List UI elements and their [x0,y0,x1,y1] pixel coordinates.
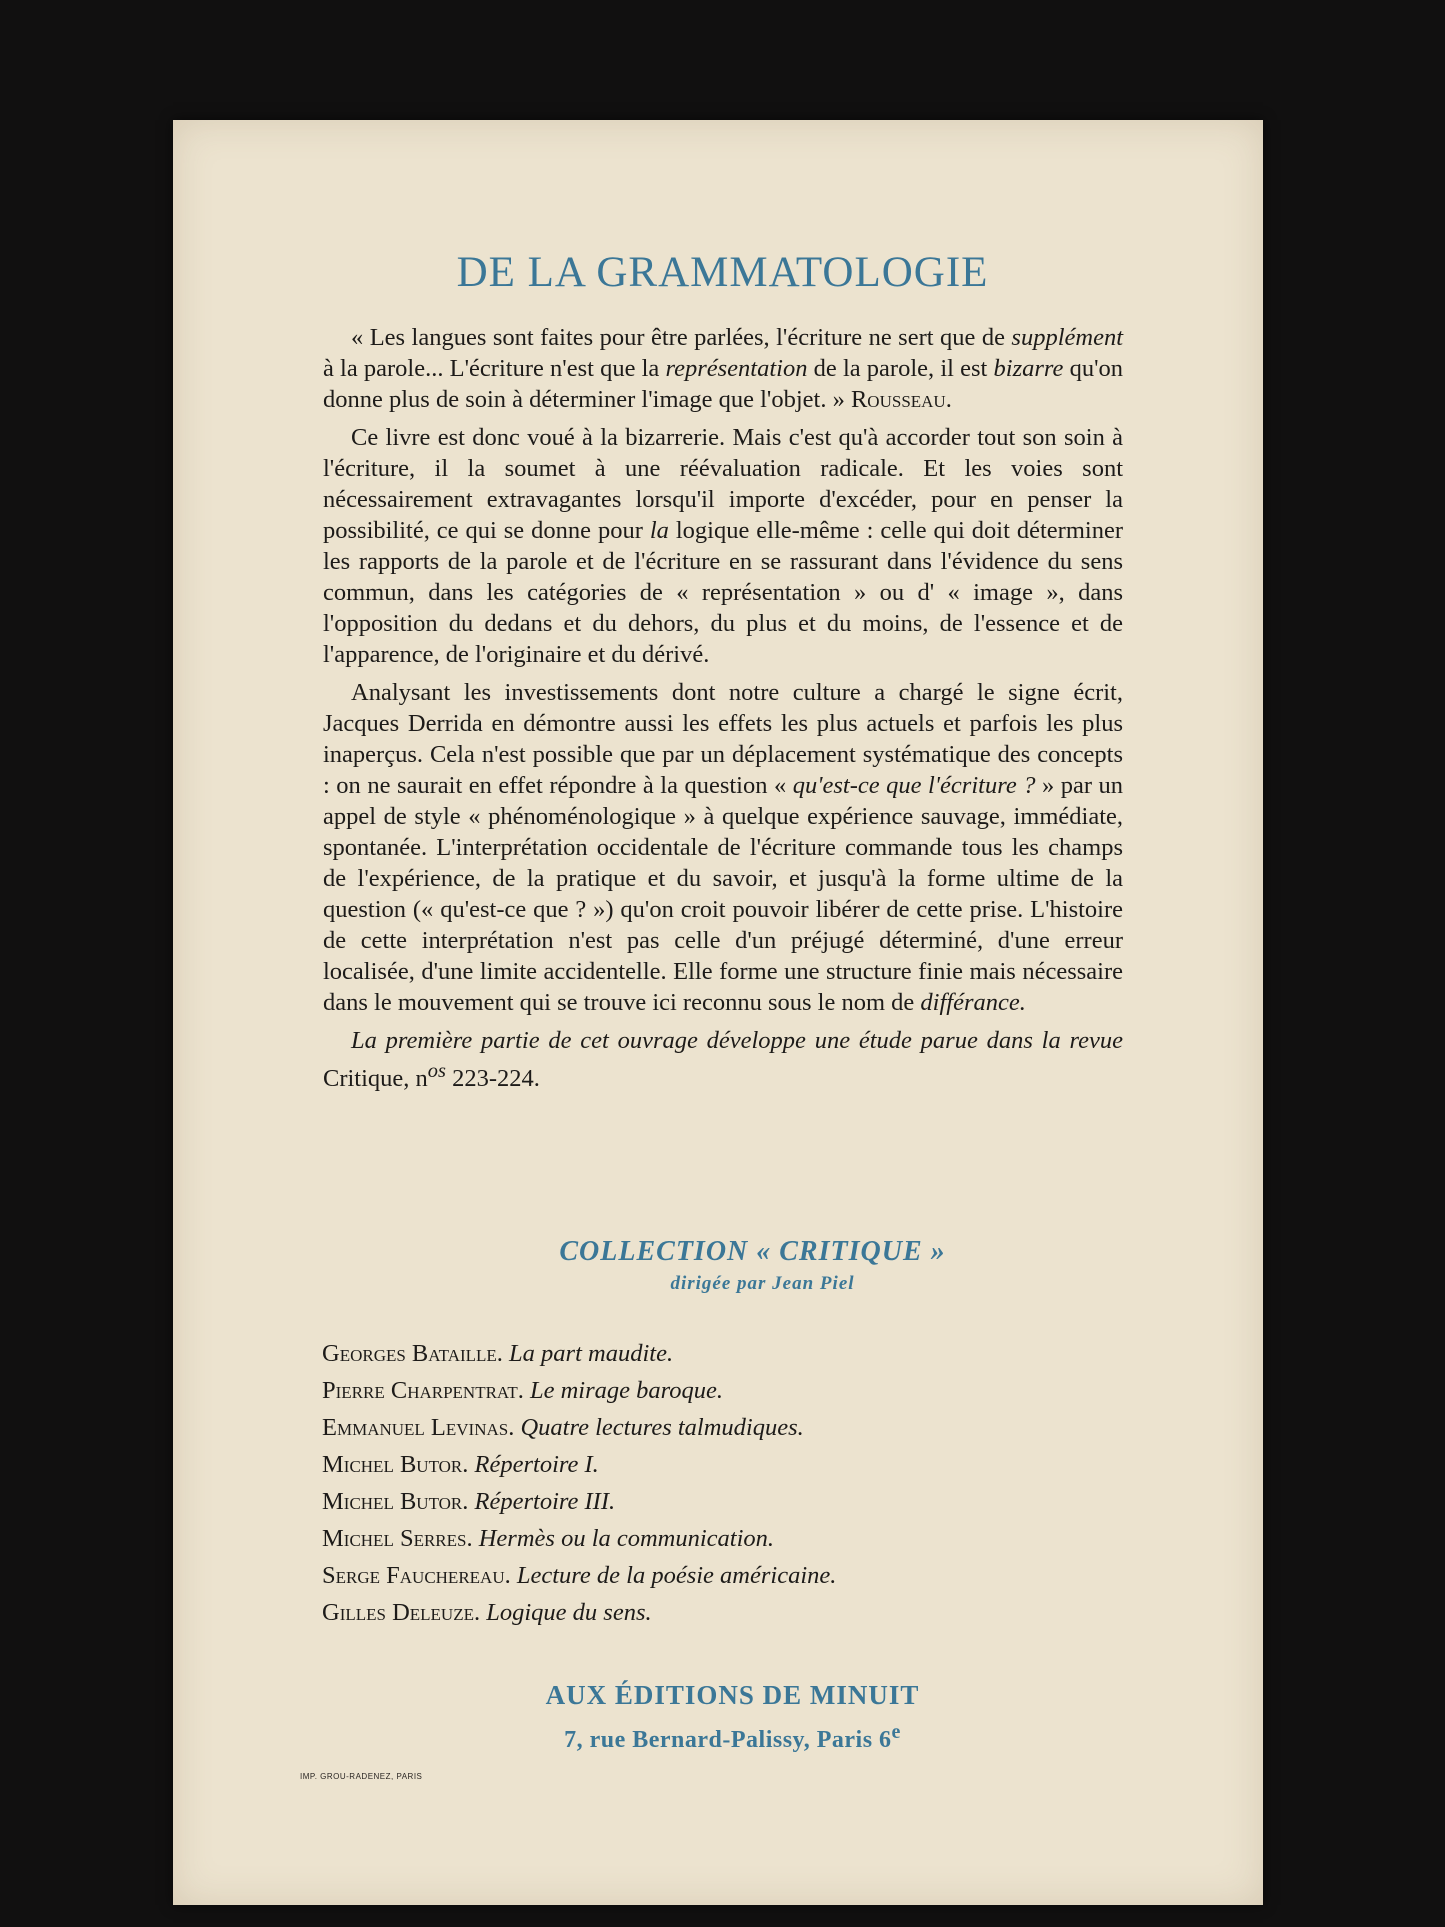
catalog-item [322,1557,1122,1594]
quote-text-2: à la parole... L'écriture n'est que la [323,355,666,382]
para3-emphasis-1: qu'est-ce que l'écriture ? [792,772,1036,799]
para2-text-1: Ce livre est donc voué à la bizarrerie. Mais c'est qu'à accorder tout son soin à l'écriture, il la soumet à une réévaluation radicale. Et les voies sont nécessairement extravagantes lorsqu'il importe d'excéder, pour en penser la possibilité, ce qui se donne pour [323,424,1123,544]
note-text-2: , n [403,1065,428,1093]
catalog-work: Répertoire I. [474,1451,599,1478]
para3-text-2: » par un appel de style « phénoménologique » à quelque expérience sauvage, immédiate, spontanée. L'interprétation occidentale de l'écriture commande tous les champs de l'expérience, de la pratique et du savoir, et jusqu'à la forme ultime de la question (« qu'est-ce que ? ») qu'on croit pouvoir libérer de cette prise. L'histoire de cette interprétation n'est pas celle d'un préjugé déterminé, d'une erreur localisée, d'une limite accidentelle. Elle forme une structure finie mais nécessaire dans le mouvement qui se trouve ici reconnu sous le nom de [323,772,1123,1016]
para2-text-2: logique elle-même : celle qui doit déterminer les rapports de la parole et de l'écriture en se rassurant dans l'évidence du sens commun, dans les catégories de « représentation » ou d' « image », dans l'opposition du dedans et du dehors, du plus et du moins, de l'essence et de l'apparence, de l'originaire et du dérivé. [323,517,1123,668]
catalog-item [322,1446,1122,1483]
quote-text-1: « Les langues sont faites pour être parlées, l'écriture ne sert que de [351,324,1012,351]
collection-header [0,1236,1445,1295]
printer-imprint: IMP. GROU-RADENEZ, PARIS [300,1772,423,1781]
address-text: 7, rue Bernard-Palissy, Paris 6 [564,1727,892,1753]
catalog-author: Michel Butor. [322,1451,469,1478]
catalog-author: Michel Butor. [322,1488,469,1515]
quote-author: Rousseau. [850,386,952,413]
catalog-work: La part maudite. [509,1340,674,1367]
publisher-name: AUX ÉDITIONS DE MINUIT [545,1680,920,1710]
catalog-work: Quatre lectures talmudiques. [520,1414,804,1441]
blurb [323,322,1123,1101]
rousseau-quote [323,322,1123,415]
catalog-item [322,1372,1122,1409]
publisher-address [20,1721,1445,1754]
catalog-item [322,1594,1122,1631]
quote-text-3: de la parole, il est [807,355,994,382]
catalog-author: Gilles Deleuze. [322,1599,481,1626]
para3-emphasis-2: différance. [920,989,1026,1016]
catalog-list [322,1335,1122,1631]
catalog-author: Emmanuel Levinas. [322,1414,515,1441]
address-superscript: e [891,1721,901,1743]
para3-text-1: Analysant les investissements dont notre culture a chargé le signe écrit, Jacques Derrida en démontre aussi les effets les plus actuels et parfois les plus inaperçus. Cela n'est possible que par un déplacement systématique des concepts : on ne saurait en effet répondre à la question « [323,679,1123,799]
collection-subtitle: dirigée par Jean Piel [670,1273,855,1294]
catalog-item [322,1409,1122,1446]
quote-emphasis-3: bizarre [993,355,1064,382]
catalog-author: Pierre Charpentrat. [322,1377,524,1404]
catalog-item [322,1520,1122,1557]
note-journal: Critique [323,1065,404,1093]
paragraph-3 [323,677,1123,1018]
catalog-work: Hermès ou la communication. [478,1525,775,1552]
catalog-work: Lecture de la poésie américaine. [516,1562,837,1589]
para2-emphasis: la [649,517,669,544]
catalog-author: Georges Bataille. [322,1340,503,1367]
book-title: DE LA GRAMMATOLOGIE [456,249,989,296]
catalog-work: Le mirage baroque. [529,1377,724,1404]
catalog-author: Serge Fauchereau. [322,1562,511,1589]
catalog-work: Répertoire III. [474,1488,616,1515]
quote-emphasis-2: représentation [665,355,808,382]
quote-emphasis-1: supplément [1011,324,1123,351]
catalog-item [322,1335,1122,1372]
note-text-1: La première partie de cet ouvrage développe une étude parue dans la revue [351,1027,1123,1054]
collection-title: COLLECTION « CRITIQUE » [559,1236,946,1267]
note-superscript: os [427,1060,446,1082]
publisher-block [0,1680,1445,1754]
quote-text-4: qu'on donne plus de soin à déterminer l'image que l'objet. » [323,355,1123,413]
catalog-item [322,1483,1122,1520]
paragraph-2 [323,422,1123,670]
catalog-work: Logique du sens. [486,1599,652,1626]
catalog-author: Michel Serres. [322,1525,473,1552]
note-text-3: 223-224. [445,1065,540,1093]
publication-note [323,1025,1123,1094]
